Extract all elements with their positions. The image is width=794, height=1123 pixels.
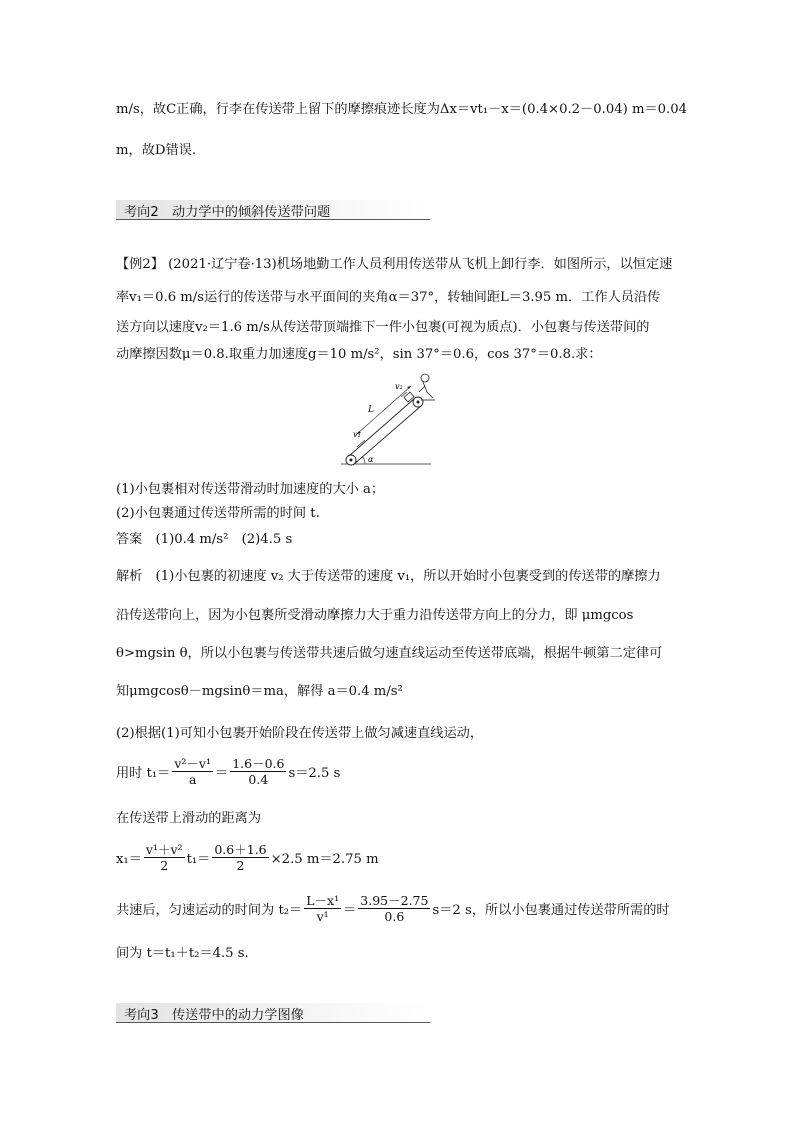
question-1: (1)小包裹相对传送带滑动时加速度的大小 a；: [116, 482, 385, 497]
distance-label: 在传送带上滑动的距离为: [116, 811, 262, 826]
worker-body: [419, 382, 433, 398]
fraction: $\frac{\text{v²－v¹}}{a}$: [174, 756, 211, 787]
length-arrow: [357, 386, 411, 434]
fraction: $\frac{0.6+1.6}{2}$: [214, 842, 267, 873]
example-line-1: 【例2】 (2021·辽宁卷·13)机场地勤工作人员利用传送带从飞机上卸行李．如图所示，以恒定速: [116, 257, 673, 272]
equation-time-t1: 用时 t₁＝ $\frac{\text{v²－v¹}}{a}$ ＝ $\frac{1.6-0.6}{0.4}$ s＝2.5 s: [116, 756, 341, 787]
equation-time-t2: 共速后，匀速运动的时间为 t₂＝ $\frac{\text{L－x¹}}{\text{v¹}}$ ＝ $\frac{3.95-2.75}{0.6}$ s＝2 s，所以小包裹通过传送带所需的时: [116, 893, 670, 924]
belt-top-edge: [349, 398, 415, 456]
fraction: $\frac{\text{v¹＋v²}}{2}$: [145, 842, 183, 873]
example-line-4: 动摩擦因数μ＝0.8.取重力加速度g＝10 m/s²，sin 37°＝0.6，cos 37°＝0.8.求：: [116, 347, 602, 362]
conveyor-belt-figure: [335, 368, 435, 470]
equation-distance-x1: x₁＝ $\frac{\text{v¹＋v²}}{2}$ t₁＝ $\frac{0.6+1.6}{2}$ ×2.5 m＝2.75 m: [116, 842, 379, 873]
previous-solution-line-1: m/s，故C正确，行李在传送带上留下的摩擦痕迹长度为Δx＝vt₁－x＝(0.4×0.2－0.04) m＝0.04: [116, 102, 688, 117]
analysis-line-1: 解析 (1)小包裹的初速度 v₂ 大于传送带的速度 v₁，所以开始时小包裹受到的传送带的摩擦力: [116, 569, 661, 584]
label-v2: v₂: [395, 382, 403, 391]
analysis-line-5: (2)根据(1)可知小包裹开始阶段在传送带上做匀减速直线运动，: [116, 726, 484, 741]
example-line-2: 率v₁＝0.6 m/s运行的传送带与水平面间的夹角α＝37°，转轴间距L＝3.95 m．工作人员沿传: [116, 290, 661, 305]
fraction: $\frac{\text{L－x¹}}{\text{v¹}}$: [306, 893, 340, 924]
answer-line: 答案 (1)0.4 m/s² (2)4.5 s: [116, 532, 293, 547]
label-L: L: [368, 405, 374, 415]
label-v1: v₁: [353, 430, 361, 439]
section-header-3: [116, 1003, 430, 1023]
fraction: $\frac{3.95-2.75}{0.6}$: [360, 893, 429, 924]
section-header-2: [116, 200, 430, 220]
top-roller-axle: [417, 401, 420, 404]
bottom-roller-axle: [350, 459, 353, 462]
fraction: $\frac{1.6-0.6}{0.4}$: [232, 756, 285, 787]
belt-bottom-edge: [353, 406, 421, 465]
worker-head: [421, 374, 429, 382]
analysis-line-2: 沿传送带向上，因为小包裹所受滑动摩擦力大于重力沿传送带方向上的分力，即 μmgcos: [116, 608, 634, 623]
example-line-3: 送方向以速度v₂＝1.6 m/s从传送带顶端推下一件小包裹(可视为质点)．小包裹与传送带间的: [116, 320, 650, 335]
analysis-line-3: θ>mgsin θ，所以小包裹与传送带共速后做匀速直线运动至传送带底端，根据牛顿第二定律可: [116, 646, 663, 661]
label-alpha: α: [368, 455, 374, 464]
section-title: 考向2 动力学中的倾斜传送带问题: [124, 205, 331, 220]
section-title: 考向3 传送带中的动力学图像: [124, 1008, 304, 1023]
question-2: (2)小包裹通过传送带所需的时间 t.: [116, 506, 320, 521]
previous-solution-line-2: m，故D错误.: [116, 143, 197, 158]
final-answer-line: 间为 t＝t₁＋t₂＝4.5 s.: [116, 946, 249, 961]
analysis-line-4: 知μmgcosθ－mgsinθ＝ma，解得 a＝0.4 m/s²: [116, 684, 403, 699]
